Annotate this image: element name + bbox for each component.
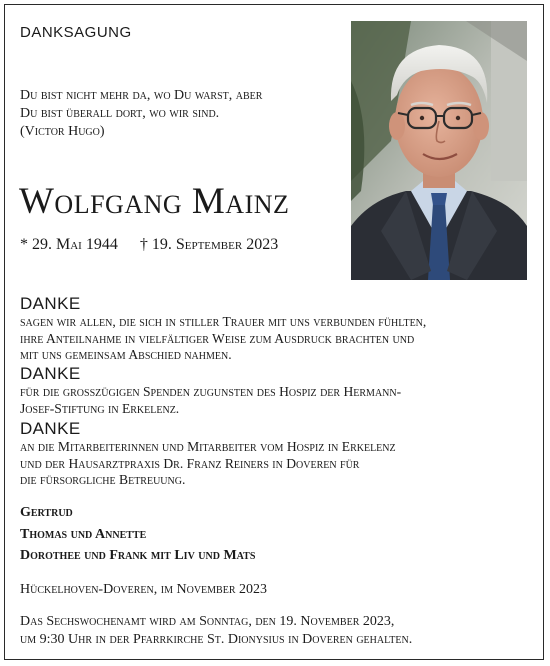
place-date: Hückelhoven-Doveren, im November 2023 [20, 582, 267, 597]
thanks-line: für die grosszügigen Spenden zugunsten des Hospiz der Hermann- [20, 384, 402, 399]
quote-line: Du bist nicht mehr da, wo Du warst, aber [20, 88, 263, 103]
thanks-text [20, 384, 530, 417]
service-line: Das Sechswochenamt wird am Sonntag, den 19. November 2023, [20, 614, 395, 629]
life-dates [20, 236, 278, 254]
thanks-line: und der Hausarztpraxis Dr. Franz Reiners in Doveren für [20, 455, 360, 471]
thanks-section-1 [20, 294, 530, 364]
thanks-section-2 [20, 364, 530, 417]
family-member: Thomas und Annette [20, 527, 147, 542]
thanks-line: mit uns gemeinsam Abschied nahmen. [20, 347, 232, 362]
deceased-name: Wolfgang Mainz [19, 181, 290, 222]
thanks-line: die fürsorgliche Betreuung. [20, 472, 186, 487]
thanks-text [20, 439, 530, 489]
thanks-line: an die Mitarbeiterinnen und Mitarbeiter vom Hospiz in Erkelenz [20, 439, 396, 454]
birth-date: * 29. Mai 1944 [20, 236, 118, 253]
thanks-section-3 [20, 419, 530, 489]
quote-line: Du bist überall dort, wo wir sind. [20, 106, 220, 121]
family-member: Dorothee und Frank mit Liv und Mats [20, 548, 256, 563]
service-line: um 9:30 Uhr in der Pfarrkirche St. Dionysius in Doveren gehalten. [20, 632, 413, 647]
service-announcement [20, 613, 412, 649]
thanks-title: DANKE [20, 364, 81, 383]
thanks-title: DANKE [20, 294, 81, 313]
family-member: Gertrud [20, 505, 73, 520]
thanks-title: DANKE [20, 419, 81, 438]
quote [20, 87, 262, 141]
quote-author: (Victor Hugo) [20, 124, 105, 139]
notice-heading: DANKSAGUNG [20, 24, 132, 41]
thanks-line: sagen wir allen, die sich in stiller Trauer mit uns verbunden fühlten, [20, 314, 427, 329]
portrait-photo [351, 21, 527, 280]
thanks-text [20, 314, 530, 364]
death-date: † 19. September 2023 [139, 236, 279, 253]
thanks-line: Josef-Stiftung in Erkelenz. [20, 400, 180, 416]
thanks-line: ihre Anteilnahme in vielfältiger Weise zum Ausdruck brachten und [20, 330, 415, 346]
